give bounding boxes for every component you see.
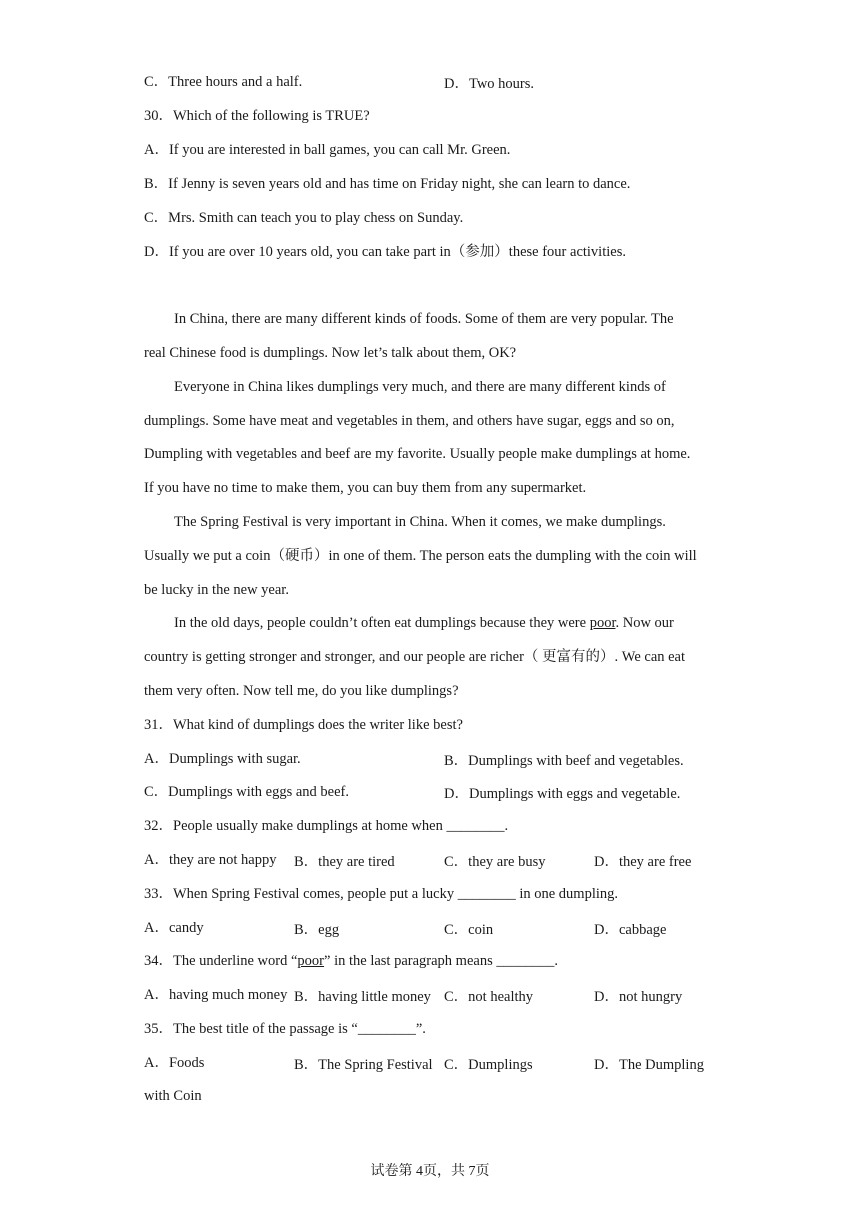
passage-line: them very often. Now tell me, do you like dumplings?	[144, 683, 459, 699]
passage-line: dumplings. Some have meat and vegetables in them, and others have sugar, eggs and so on,	[144, 413, 675, 429]
passage-line: In China, there are many different kinds of foods. Some of them are very popular. The	[174, 311, 674, 327]
passage-line: Dumpling with vegetables and beef are my favorite. Usually people make dumplings at home.	[144, 446, 691, 462]
passage-text: . Now our	[615, 615, 674, 631]
q35-option-d: D．The Dumpling	[594, 1057, 704, 1073]
q30-option-c: C．Mrs. Smith can teach you to play chess on Sunday.	[144, 210, 464, 226]
passage-line: be lucky in the new year.	[144, 582, 289, 598]
q34-option-a: A．having much money	[144, 987, 288, 1003]
q29-option-d: D．Two hours.	[444, 76, 535, 92]
q32-option-a: A．they are not happy	[144, 852, 277, 868]
q35-option-c: C．Dumplings	[444, 1057, 533, 1073]
q31-option-a: A．Dumplings with sugar.	[144, 751, 301, 767]
page-footer: 试卷第 4页，共 7页	[370, 1164, 490, 1179]
q34-option-b: B．having little money	[294, 989, 431, 1005]
q31-option-b: B．Dumplings with beef and vegetables.	[444, 753, 684, 769]
passage-line: Everyone in China likes dumplings very much, and there are many different kinds of	[174, 379, 666, 395]
passage-line: real Chinese food is dumplings. Now let’s talk about them, OK?	[144, 345, 517, 361]
q31-stem: 31．What kind of dumplings does the writer like best?	[144, 717, 463, 733]
q33-option-a: A．candy	[144, 920, 204, 936]
passage-text: In the old days, people couldn’t often eat dumplings because they were	[174, 615, 590, 631]
q34-stem-text: ” in the last paragraph means ________.	[324, 953, 558, 969]
passage-line: country is getting stronger and stronger, and our people are richer（ 更富有的）. We can eat	[144, 649, 686, 665]
q29-option-c: C．Three hours and a half.	[144, 74, 303, 90]
q32-stem: 32．People usually make dumplings at home when ________.	[144, 818, 509, 834]
q30-stem: 30．Which of the following is TRUE?	[144, 108, 370, 124]
q33-option-b: B．egg	[294, 922, 340, 938]
q30-option-b: B．If Jenny is seven years old and has time on Friday night, she can learn to dance.	[144, 176, 631, 192]
passage-line: If you have no time to make them, you can buy them from any supermarket.	[144, 480, 587, 496]
passage-line	[174, 613, 674, 633]
underlined-word-poor: poor	[297, 953, 325, 969]
q30-option-a: A．If you are interested in ball games, you can call Mr. Green.	[144, 142, 511, 158]
q33-option-d: D．cabbage	[594, 922, 667, 938]
passage-line: The Spring Festival is very important in China. When it comes, we make dumplings.	[174, 514, 666, 530]
q35-option-b: B．The Spring Festival	[294, 1057, 433, 1073]
q35-option-a: A．Foods	[144, 1055, 205, 1071]
q32-option-d: D．they are free	[594, 854, 692, 870]
underlined-word-poor: poor	[589, 615, 616, 631]
q31-option-c: C．Dumplings with eggs and beef.	[144, 784, 349, 800]
q34-option-c: C．not healthy	[444, 989, 534, 1005]
q34-option-d: D．not hungry	[594, 989, 683, 1005]
q34-stem	[144, 951, 558, 971]
q34-stem-text: 34．The underline word “	[144, 953, 298, 969]
q32-option-c: C．they are busy	[444, 854, 546, 870]
q30-option-d: D．If you are over 10 years old, you can take part in（参加）these four activities.	[144, 244, 626, 260]
q35-option-d-continued: with Coin	[144, 1088, 202, 1104]
q31-option-d: D．Dumplings with eggs and vegetable.	[444, 786, 681, 802]
passage-line: Usually we put a coin（硬币）in one of them. The person eats the dumpling with the coin will	[144, 548, 697, 564]
q32-option-b: B．they are tired	[294, 854, 395, 870]
q33-option-c: C．coin	[444, 922, 494, 938]
q35-stem: 35．The best title of the passage is “________”.	[144, 1021, 426, 1037]
q33-stem: 33．When Spring Festival comes, people put a lucky ________ in one dumpling.	[144, 886, 619, 902]
